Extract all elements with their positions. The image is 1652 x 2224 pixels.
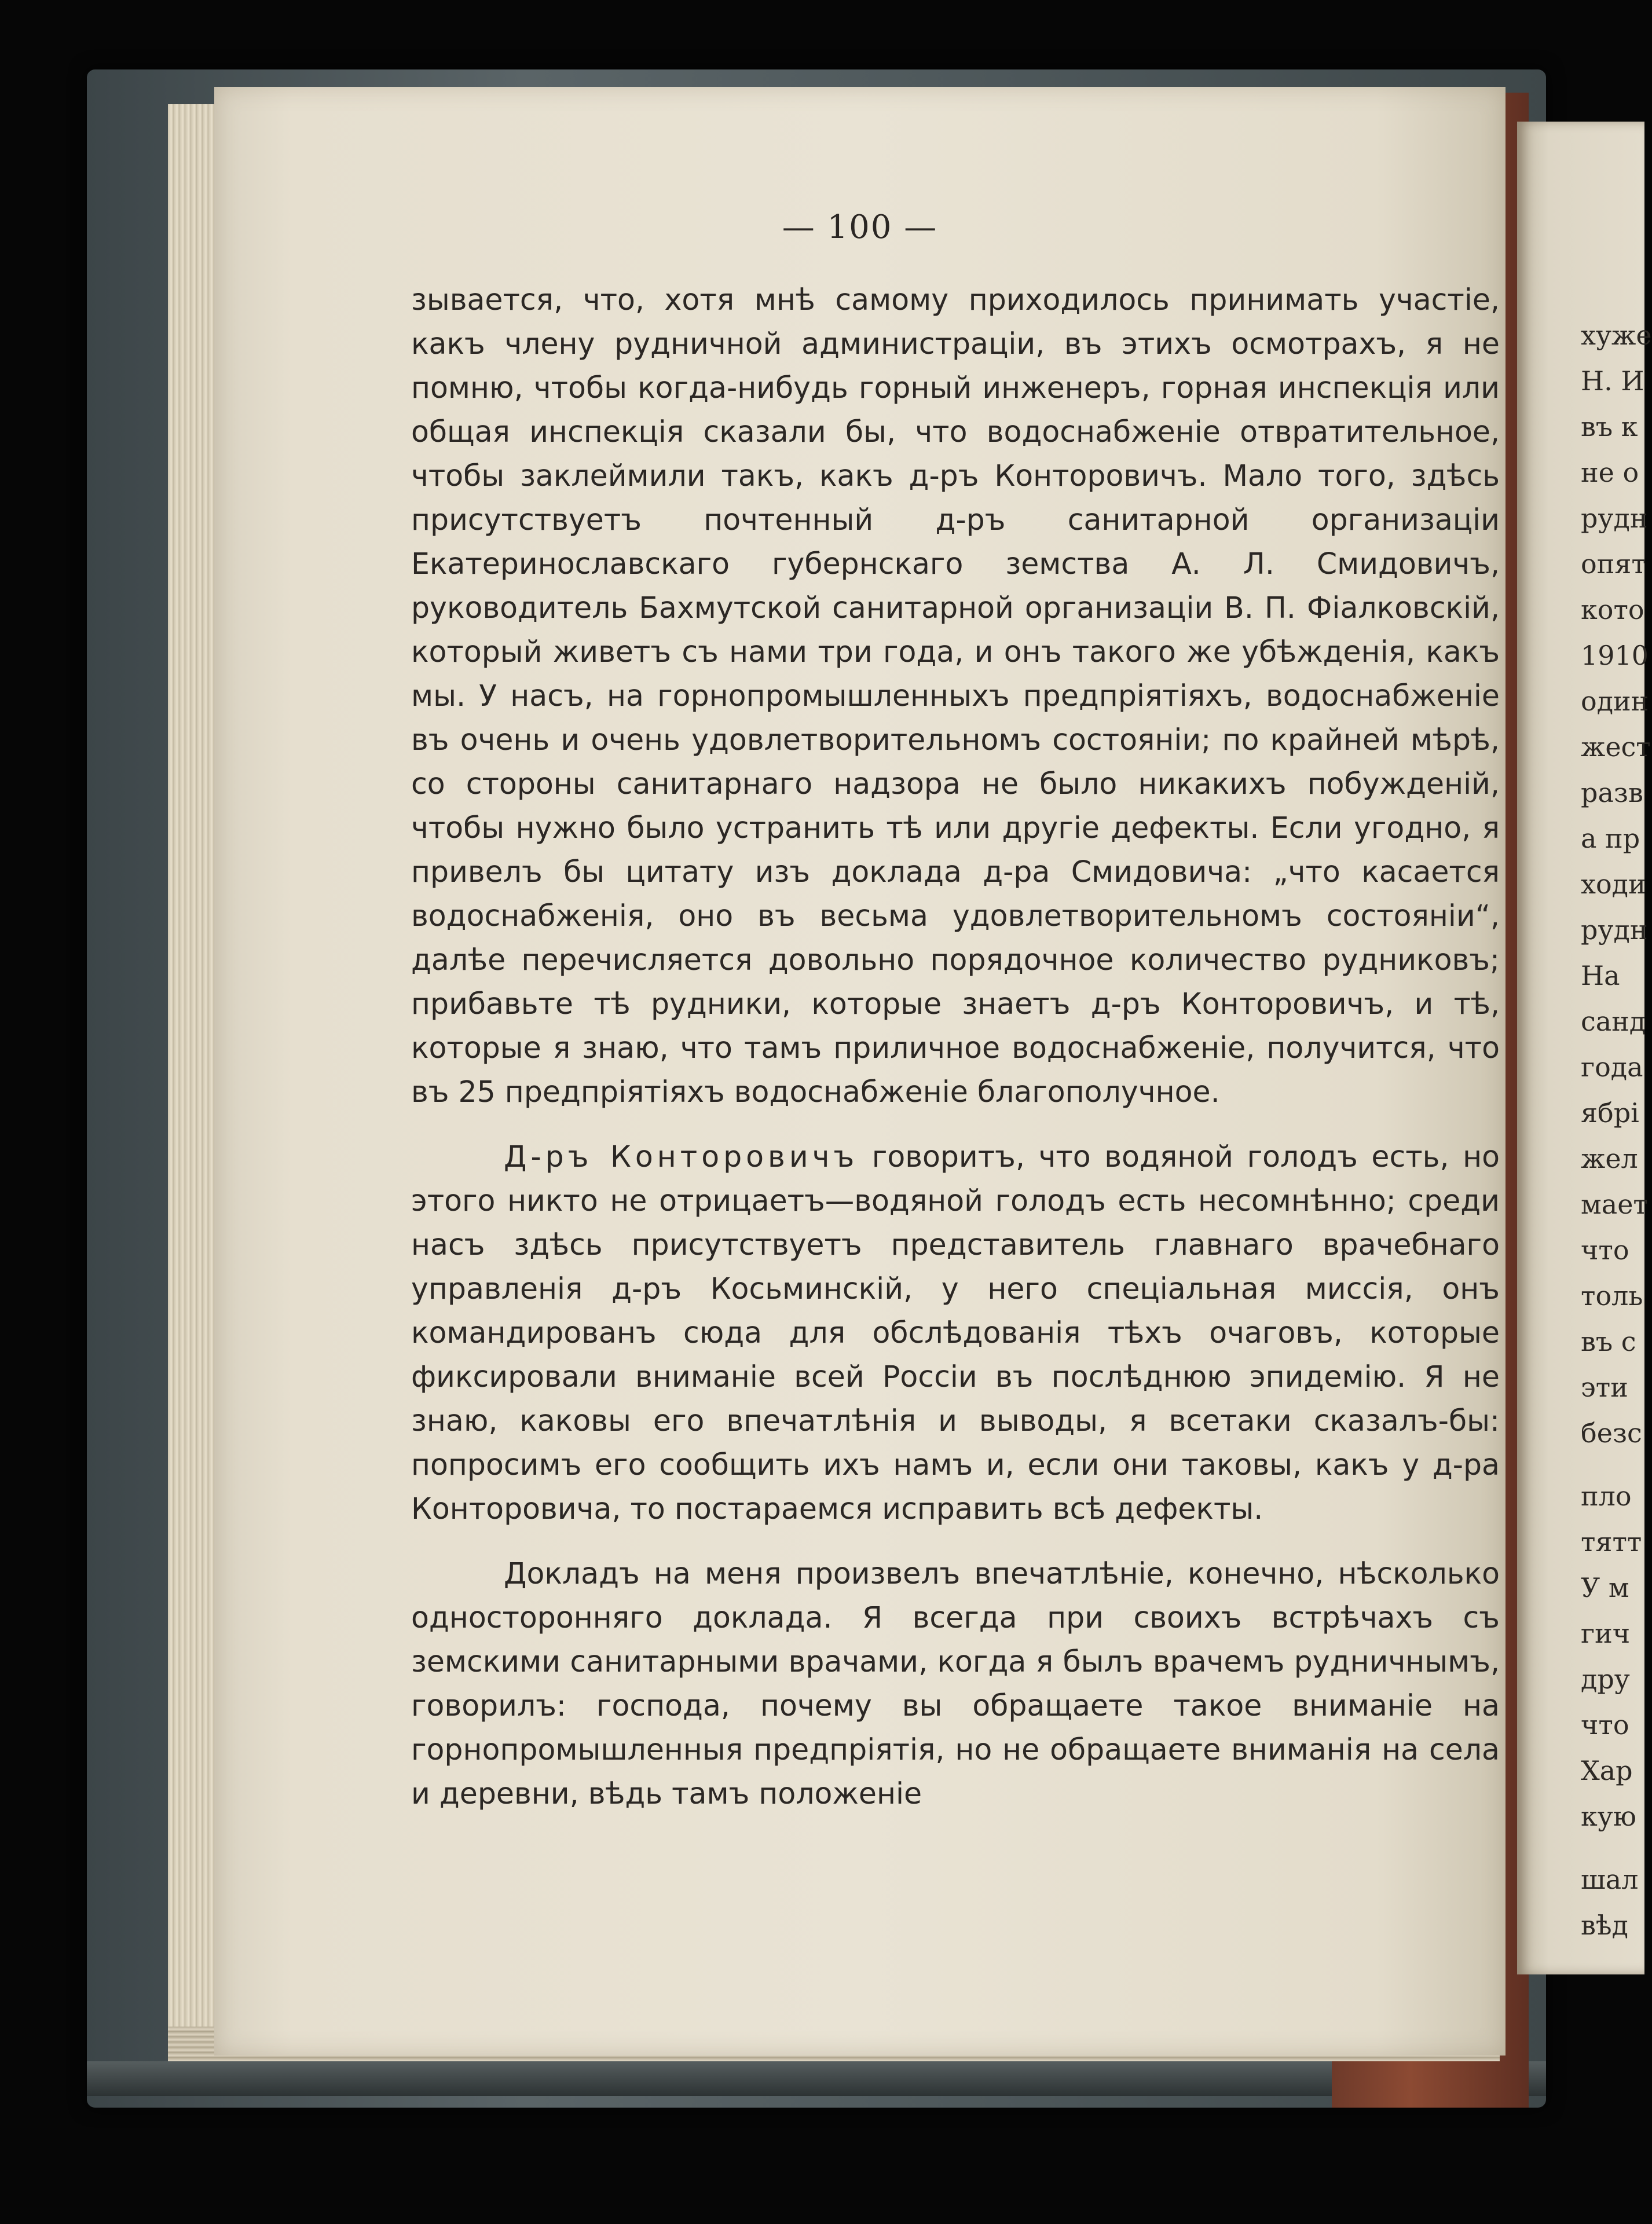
- next-page-line: гич: [1581, 1618, 1631, 1649]
- next-page-line: ходи: [1581, 869, 1646, 900]
- next-page-sliver: [1517, 122, 1652, 1974]
- next-page-line: толь: [1581, 1280, 1643, 1311]
- next-page-line: жел: [1581, 1143, 1638, 1174]
- book-cover-bottom-edge: [87, 2061, 1546, 2096]
- next-page-line: 1910: [1581, 640, 1649, 671]
- next-page-line: вѣд: [1581, 1910, 1628, 1941]
- next-page-line: санд: [1581, 1006, 1646, 1037]
- next-page-line: [1581, 1456, 1652, 1474]
- book-page: [214, 87, 1506, 2056]
- next-page-line: У м: [1581, 1572, 1629, 1603]
- next-page-line: кую: [1581, 1801, 1636, 1832]
- next-page-line: тятт: [1581, 1526, 1642, 1558]
- paragraph-3: [411, 1552, 1500, 1816]
- next-page-line: не о: [1581, 457, 1639, 488]
- paragraph-2: [411, 1135, 1500, 1531]
- paragraph-1-text: зывается, что, хотя мнѣ самому приходилось принимать участіе, какъ члену рудничной администраціи, въ этихъ осмотрахъ, я не помню, чтобы когда-нибудь горный инженеръ, горная инспекція или общая инспекція сказали бы, что водоснабженіе отвратительное, чтобы заклеймили такъ, какъ д-ръ Конторовичъ. Мало того, здѣсь присутствуетъ почтенный д-ръ санитарной организаціи Екатеринославскаго губернскаго земства А. Л. Смидовичъ, руководитель Бахмутской санитарной организаціи В. П. Фіалковскій, который живетъ съ нами три года, и онъ такого же убѣжденія, какъ мы. У насъ, на горнопромышленныхъ предпріятіяхъ, водоснабженіе въ очень и очень удовлетворительномъ состояніи; по крайней мѣрѣ, со стороны санитарнаго надзора не было никакихъ побужденій, чтобы нужно было устранить тѣ или другіе дефекты. Если угодно, я привелъ бы цитату изъ доклада д-ра Смидовича: „что касается водоснабженія, оно въ весьма удовлетворительномъ состояніи“, далѣе перечисляется довольно порядочное количество рудниковъ; прибавьте тѣ рудники, которые знаетъ д-ръ Конторовичъ, и тѣ, которые я знаю, что тамъ приличное водоснабженіе, получится, что въ 25 предпріятіяхъ водоснабженіе благополучное.: [411, 283, 1500, 1109]
- next-page-line: а пр: [1581, 823, 1640, 854]
- next-page-line: Хар: [1581, 1755, 1633, 1786]
- next-page-line: разв: [1581, 777, 1643, 808]
- next-page-line: мает: [1581, 1189, 1648, 1220]
- next-page-line: Н. И: [1581, 365, 1644, 397]
- next-page-line: что: [1581, 1709, 1629, 1741]
- next-page-line: жест: [1581, 731, 1651, 763]
- next-page-line: пло: [1581, 1481, 1632, 1512]
- next-page-line: въ с: [1581, 1326, 1636, 1357]
- next-page-line: что: [1581, 1234, 1629, 1266]
- next-page-line: въ к: [1581, 411, 1638, 442]
- paragraph-1: [411, 278, 1500, 1114]
- next-page-line: один: [1581, 686, 1649, 717]
- next-page-line: рудн: [1581, 503, 1648, 534]
- paragraph-3-text: Докладъ на меня произвелъ впечатлѣніе, конечно, нѣсколько односторонняго доклада. Я всегда при своихъ встрѣчахъ съ земскими санитарными врачами, когда я былъ врачемъ рудничнымъ, говорилъ: господа, почему вы обращаете такое вниманіе на горнопромышленныя предпріятія, но не обращаете вниманія на села и деревни, вѣдь тамъ положеніе: [411, 1556, 1500, 1811]
- spaced-name: Д-ръ Конторовичъ: [504, 1140, 859, 1174]
- next-page-line: шал: [1581, 1864, 1639, 1895]
- page-number: — 100 —: [782, 208, 938, 246]
- page-body: [411, 278, 1500, 1816]
- next-page-line: кото: [1581, 594, 1644, 625]
- next-page-line: опят: [1581, 548, 1646, 580]
- next-page-line: эти: [1581, 1372, 1628, 1403]
- next-page-line: хуже: [1581, 320, 1652, 351]
- next-page-line: [1581, 1840, 1652, 1857]
- next-page-line: года: [1581, 1051, 1643, 1083]
- next-page-text: [1581, 313, 1652, 1948]
- paragraph-2-text: говоритъ, что водяной голодъ есть, но этого никто не отрицаетъ—водяной голодъ есть несомнѣнно; среди насъ здѣсь присутствуетъ представитель главнаго врачебнаго управленія д-ръ Косьминскій, у него спеціальная миссія, онъ командированъ сюда для обслѣдованія тѣхъ очаговъ, которые фиксировали вниманіе всей Россіи въ послѣднюю эпидемію. Я не знаю, каковы его впечатлѣнія и выводы, я всетаки сказалъ-бы: попросимъ его сообщить ихъ намъ и, если они таковы, какъ у д-ра Конторовича, то постараемся исправить всѣ дефекты.: [411, 1140, 1500, 1526]
- next-page-line: дру: [1581, 1664, 1630, 1695]
- next-page-line: рудн: [1581, 914, 1648, 946]
- next-page-line: безс: [1581, 1417, 1642, 1449]
- next-page-line: На: [1581, 960, 1620, 991]
- next-page-line: ябрі: [1581, 1097, 1639, 1129]
